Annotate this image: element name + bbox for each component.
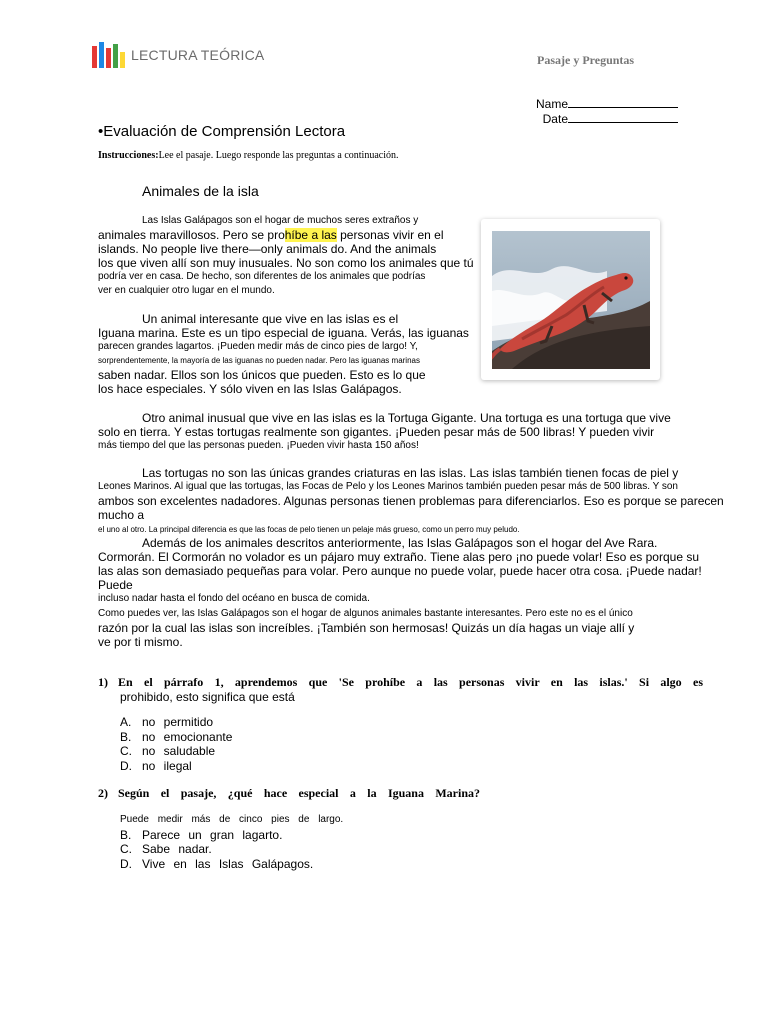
instructions-text: Lee el pasaje. Luego responde las preguntas a continuación. <box>158 150 399 161</box>
date-label: Date <box>542 112 568 126</box>
p3-line-3: más tiempo del que las personas pueden. ¡Pueden vivir hasta 150 años! <box>98 440 419 451</box>
books-logo-icon <box>92 42 125 68</box>
header-right-label: Pasaje y Preguntas <box>537 53 635 67</box>
p1-line-2a: animales maravillosos. Pero se pro <box>98 228 285 242</box>
p6-line-3: ve por ti mismo. <box>98 635 183 649</box>
date-field[interactable] <box>520 111 678 126</box>
p2-line-5: saben nadar. Ellos son los únicos que pueden. Esto es lo que <box>98 368 426 382</box>
option-letter: B. <box>120 827 132 842</box>
question-2-options <box>120 813 343 871</box>
option-text: no emocionante <box>142 729 233 744</box>
name-line <box>568 96 678 108</box>
p1-line-4: los que viven allí son muy inusuales. No son como los animales que tú <box>98 256 474 270</box>
option-letter: B. <box>120 729 132 744</box>
option-1b[interactable] <box>120 730 232 745</box>
question-1-text: En el párrafo 1, aprendemos que 'Se prohíbe a las personas vivir en las islas.' Si algo es <box>118 675 703 689</box>
paragraph-6 <box>98 607 728 649</box>
question-1-options <box>120 715 232 773</box>
p6-line-2: razón por la cual las islas son increíbles. ¡También son hermosas! Quizás un día hagas un viaje allí y <box>98 621 635 635</box>
p2-line-4: sorprendentemente, la mayoría de las iguanas no pueden nadar. Pero las iguanas marinas <box>98 356 420 365</box>
name-date-fields <box>520 96 678 126</box>
paragraph-5 <box>98 536 728 606</box>
option-letter: D. <box>120 856 132 871</box>
question-1 <box>98 675 703 705</box>
paragraph-3 <box>98 411 728 453</box>
p1-line-1: Las Islas Galápagos son el hogar de muchos seres extraños y <box>142 215 419 226</box>
question-2-number: 2) <box>98 786 108 800</box>
highlighted-text: híbe a las <box>284 228 337 242</box>
p2-line-1: Un animal interesante que vive en las islas es el <box>142 312 399 326</box>
p3-line-1: Otro animal inusual que vive en las islas es la Tortuga Gigante. Una tortuga es una tortuga que vive <box>142 411 671 425</box>
marine-iguana-photo <box>481 219 660 380</box>
option-text: Parece un gran lagarto. <box>142 827 283 842</box>
option-text: no ilegal <box>142 758 192 773</box>
p2-line-3: parecen grandes lagartos. ¡Pueden medir más de cinco pies de largo! Y, <box>98 341 418 352</box>
option-text: no saludable <box>142 744 216 758</box>
p1-line-5: podría ver en casa. De hecho, son diferentes de los animales que podrías <box>98 271 426 282</box>
option-1c[interactable] <box>120 744 232 759</box>
brand-name: LECTURA TEÓRICA <box>131 47 265 63</box>
name-label: Name <box>535 97 568 111</box>
option-letter: C. <box>120 744 132 758</box>
question-1-text-cont: prohibido, esto significa que está <box>120 690 295 704</box>
paragraph-4 <box>98 466 728 538</box>
question-1-number: 1) <box>98 675 108 689</box>
p2-line-6: los hace especiales. Y sólo viven en las Islas Galápagos. <box>98 382 402 396</box>
p4-line-4: el uno al otro. La principal diferencia es que las focas de pelo tienen un pelaje más grueso, como un perro muy peludo. <box>98 525 520 534</box>
name-field[interactable] <box>520 96 678 111</box>
option-letter: A. <box>120 715 132 729</box>
p1-line-2b: personas vivir en el <box>336 228 444 242</box>
option-text: Sabe nadar. <box>142 842 212 856</box>
option-2a[interactable]: Puede medir más de cinco pies de largo. <box>120 814 344 825</box>
page-title: •Evaluación de Comprensión Lectora <box>98 123 346 140</box>
question-2-text: Según el pasaje, ¿qué hace especial a la Iguana Marina? <box>118 786 480 800</box>
p2-line-2: Iguana marina. Este es un tipo especial de iguana. Verás, las iguanas <box>98 326 469 340</box>
option-text: Vive en las Islas Galápagos. <box>142 856 314 871</box>
passage-title: Animales de la isla <box>142 183 259 199</box>
brand-header <box>92 42 264 68</box>
p1-line-6: ver en cualquier otro lugar en el mundo. <box>98 285 275 296</box>
option-letter: C. <box>120 842 132 856</box>
question-2 <box>98 786 480 801</box>
p5-line-2: Cormorán. El Cormorán no volador es un pájaro muy extraño. Tiene alas pero ¡no puede volar! Eso es porque su <box>98 550 699 564</box>
option-text: no permitido <box>142 715 214 729</box>
option-letter: D. <box>120 758 132 773</box>
instructions-label: Instrucciones: <box>98 150 159 161</box>
iguana-image <box>492 231 650 369</box>
p5-line-4: incluso nadar hasta el fondo del océano en busca de comida. <box>98 593 370 604</box>
p4-line-3: ambos son excelentes nadadores. Algunas personas tienen problemas para diferenciarlos. Eso es porque se parecen mucho a <box>98 494 724 522</box>
p6-line-1: Como puedes ver, las Islas Galápagos son el hogar de algunos animales bastante interesantes. Pero este no es el único <box>98 608 633 619</box>
option-2c[interactable] <box>120 842 343 857</box>
date-line <box>568 111 678 123</box>
p5-line-3: las alas son demasiado pequeñas para volar. Pero aunque no puede volar, puede hacer otra cosa. ¡Puede nadar! Puede <box>98 564 702 592</box>
option-1d[interactable] <box>120 759 232 774</box>
option-1a[interactable] <box>120 715 232 730</box>
p4-line-1: Las tortugas no son las únicas grandes criaturas en las islas. Las islas también tienen focas de piel y <box>142 466 679 480</box>
p5-line-1: Además de los animales descritos anteriormente, las Islas Galápagos son el hogar del Ave Rara. <box>142 536 658 550</box>
p3-line-2: solo en tierra. Y estas tortugas realmente son gigantes. ¡Pueden pesar más de 500 libras! Y pueden vivir <box>98 425 655 439</box>
instructions <box>98 150 398 161</box>
option-2b[interactable] <box>120 828 343 843</box>
p4-line-2: Leones Marinos. Al igual que las tortugas, las Focas de Pelo y los Leones Marinos también pueden pesar más de 500 libras. Y son <box>98 481 678 492</box>
option-2d[interactable] <box>120 857 343 872</box>
p1-line-3: islands. No people live there—only animals do. And the animals <box>98 242 437 256</box>
